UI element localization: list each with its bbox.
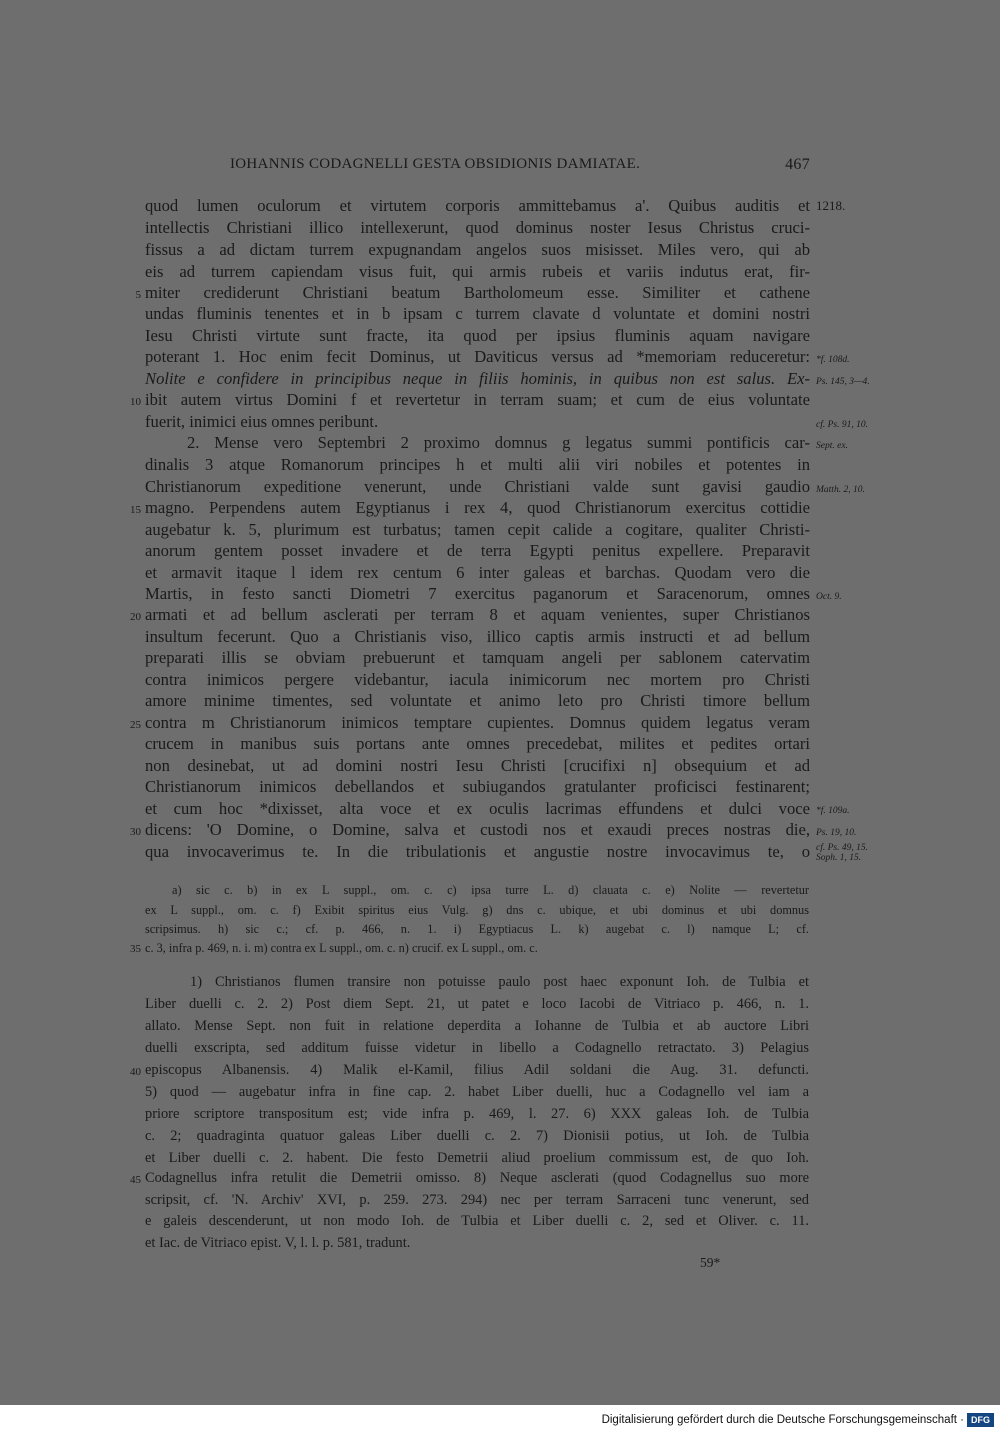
line-number: 15 xyxy=(130,504,141,516)
margin-note: Soph. 1, 15. xyxy=(816,853,862,863)
text-line: Christianorum expeditione venerunt, unde Christiani valde sunt gavisi gaudio xyxy=(145,477,810,496)
text-line: dinalis 3 atque Romanorum principes h et multi alii viri nobiles et potentes in xyxy=(145,455,810,474)
text-line: 2. Mense vero Septembri 2 proximo domnus g legatus summi pontificis car- xyxy=(187,433,810,452)
text-line: armati et ad bellum asclerati per terram 8 et aquam venientes, super Christianos xyxy=(145,605,810,624)
text-line: dicens: 'O Domine, o Domine, salva et custodi nos et exaudi preces nostras die, xyxy=(145,820,810,839)
text-line: miter crediderunt Christiani beatum Bartholomeum esse. Similiter et cathene xyxy=(145,283,810,302)
line-number: 40 xyxy=(130,1066,141,1078)
margin-note: Matth. 2, 10. xyxy=(816,485,865,495)
margin-note: Ps. 19, 10. xyxy=(816,828,857,838)
commentary-line: allato. Mense Sept. non fuit in relatione deperdita a Iohanne de Tulbia et ab auctore Libri xyxy=(145,1018,809,1034)
signature-mark: 59* xyxy=(700,1255,721,1270)
margin-year: 1218. xyxy=(816,198,846,213)
text-line: Martis, in festo sancti Diometri 7 exercitus paganorum et Saracenorum, omnes xyxy=(145,584,810,603)
text-line: preparati illis se obviam prebuerunt et tamquam angeli per sablonem catervatim xyxy=(145,648,810,667)
text-line: intellectis Christiani illico intellexerunt, quod dominus noster Iesus Christus cruci- xyxy=(145,218,810,237)
page-number: 467 xyxy=(785,156,810,173)
commentary-line: et Iac. de Vitriaco epist. V, l. l. p. 581, tradunt. xyxy=(145,1235,411,1251)
commentary-line: et Liber duelli c. 2. habent. Die festo Demetrii aliud proelium commissum est, de quo Ioh. xyxy=(145,1150,809,1166)
text-line: augebatur k. 5, plurimum est turbatus; tamen cepit calide a cogitare, qualiter Christi- xyxy=(145,520,810,539)
text-line: fuerit, inimici eius omnes peribunt. xyxy=(145,412,379,431)
commentary-line: c. 2; quadraginta quatuor galeas Liber duelli c. 2. 7) Dionisii potius, ut Ioh. de Tulbia xyxy=(145,1128,809,1144)
text-line: undas fluminis tenentes et in b ipsam c turrem clavate d voluntate et domini nostri xyxy=(145,304,810,323)
text-line: qua invocaverimus te. In die tribulationis et angustie nostre invocavimus te, o xyxy=(145,842,810,861)
text-line: anorum gentem posset invadere et de terra Egypti penitus expellere. Preparavit xyxy=(145,541,810,560)
commentary-line: Codagnellus infra retulit die Demetrii omisso. 8) Neque asclerati (quod Codagnellus suo more xyxy=(145,1170,809,1186)
footer-bar xyxy=(0,1405,1000,1434)
line-number: 25 xyxy=(130,719,141,731)
text-line: Nolite e confidere in principibus neque in filiis hominis, in quibus non est salus. Ex- xyxy=(145,369,810,388)
line-number: 10 xyxy=(130,396,141,408)
margin-note: *f. 109a. xyxy=(816,806,850,816)
apparatus-line: a) sic c. b) in ex L suppl., om. c. c) ipsa turre L. d) clauata c. e) Nolite — revertetur xyxy=(172,883,809,897)
margin-note: *f. 108d. xyxy=(816,355,850,365)
commentary-line: episcopus Albanensis. 4) Malik el-Kamil, filius Adil soldani die Aug. 31. defuncti. xyxy=(145,1062,809,1078)
text-line: poterant 1. Hoc enim fecit Dominus, ut Daviticus versus ad *memoriam reduceretur: xyxy=(145,347,810,366)
commentary-line: scripsit, cf. 'N. Archiv' XVI, p. 259. 273. 294) nec per terram Sarraceni tunc venerunt, sed xyxy=(145,1192,809,1208)
apparatus-line: c. 3, infra p. 469, n. i. m) contra ex L suppl., om. c. n) crucif. ex L suppl., om. c. xyxy=(145,941,538,955)
margin-note: cf. Ps. 49, 15. xyxy=(816,843,868,853)
margin-note: Oct. 9. xyxy=(816,592,842,602)
text-line: eis ad turrem capiendam visus fuit, qui armis rubeis et variis indutus erat, fir- xyxy=(145,262,810,281)
text-line: magno. Perpendens autem Egyptianus i rex 4, quod Christianorum exercitus cottidie xyxy=(145,498,810,517)
margin-note: cf. Ps. 91, 10. xyxy=(816,420,868,430)
text-line: et armavit itaque l idem rex centum 6 inter galeas et barchas. Quodam vero die xyxy=(145,563,810,582)
line-number: 35 xyxy=(130,943,141,955)
text-line: contra m Christianorum inimicos temptare cupientes. Domnus quidem legatus veram xyxy=(145,713,810,732)
text-line: contra inimicos pergere videbantur, iacula inimicorum nec mortem pro Christi xyxy=(145,670,810,689)
text-line: fissus a ad dictam turrem expugnandam angelos suos misisset. Miles vero, qui ab xyxy=(145,240,810,259)
line-number: 5 xyxy=(135,289,141,301)
line-number: 45 xyxy=(130,1174,141,1186)
dfg-logo[interactable]: DFG xyxy=(967,1413,994,1427)
commentary-line: e galeis descenderunt, ut non modo Ioh. de Tulbia et Liber duelli c. 2, sed et Oliver. c. 11. xyxy=(145,1213,809,1229)
commentary-line: 5) quod — augebatur infra in fine cap. 2. habet Liber duelli, huc a Codagnello vel iam a xyxy=(145,1084,809,1100)
text-line: Christianorum inimicos debellandos et subiugandos gratulanter proficisci festinarent; xyxy=(145,777,810,796)
text-line: crucem in manibus suis portans ante omnes precedebat, milites et pedites ortari xyxy=(145,734,810,753)
running-title: IOHANNIS CODAGNELLI GESTA OBSIDIONIS DAMIATAE. xyxy=(230,156,641,172)
apparatus-line: ex L suppl., om. c. f) Exibit spiritus eius Vulg. g) dns c. ubique, et ubi dominus et ubi domnus xyxy=(145,903,809,917)
text-line: quod lumen oculorum et virtutem corporis ammittebamus a'. Quibus auditis et xyxy=(145,196,810,215)
commentary-line: 1) Christianos flumen transire non potuisse paulo post haec exponunt Ioh. de Tulbia et xyxy=(190,974,809,990)
commentary-line: duelli exscripta, sed additum fuisse videtur in libello a Codagnello retractato. 3) Pelagius xyxy=(145,1040,809,1056)
margin-note: Sept. ex. xyxy=(816,441,848,451)
funding-credit: Digitalisierung gefördert durch die Deutsche Forschungsgemeinschaft · xyxy=(601,1414,964,1426)
text-line: insultum fecerunt. Quo a Christianis viso, illico captis armis instructi et ad bellum xyxy=(145,627,810,646)
margin-note: Ps. 145, 3—4. xyxy=(816,377,870,387)
text-line: et cum hoc *dixisset, alta voce et ex oculis lacrimas effundens et dulci voce xyxy=(145,799,810,818)
commentary-line: priore scriptore transpositum est; vide infra p. 469, l. 27. 6) XXX galeas Ioh. de Tulbia xyxy=(145,1106,809,1122)
line-number: 30 xyxy=(130,826,141,838)
apparatus-line: scripsimus. h) sic c.; cf. p. 466, n. 1. i) Egyptiacus L. k) augebat c. l) namque L; cf. xyxy=(145,922,809,936)
commentary-line: Liber duelli c. 2. 2) Post diem Sept. 21, ut patet e loco Iacobi de Vitriaco p. 466, n. 1. xyxy=(145,996,809,1012)
text-line: Iesu Christi virtute sunt fracte, ita quod per ipsius fluminis aquam navigare xyxy=(145,326,810,345)
text-line: ibit autem virtus Domini f et revertetur in terram suam; et cum de eius voluntate xyxy=(145,390,810,409)
line-number: 20 xyxy=(130,611,141,623)
text-line: non desinebat, ut ad domini nostri Iesu Christi [crucifixi n] obsequium et ad xyxy=(145,756,810,775)
text-line: amore minime timentes, sed voluntate et animo leto pro Christi timore bellum xyxy=(145,691,810,710)
